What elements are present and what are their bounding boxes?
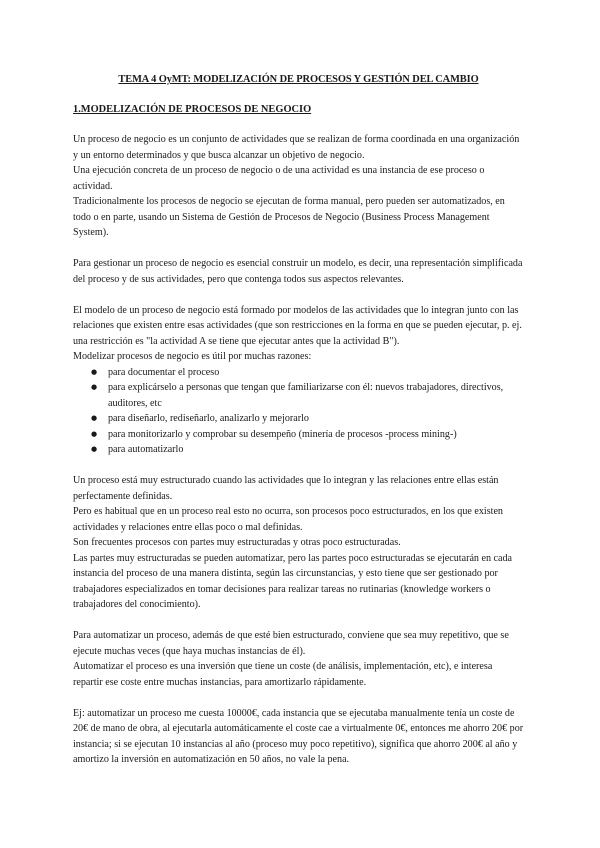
section-heading: 1.MODELIZACIÓN DE PROCESOS DE NEGOCIO: [73, 103, 312, 115]
list-item: ● para automatizarlo: [73, 442, 524, 458]
paragraph: Para automatizar un proceso, además de que esté bien estructurado, conviene que sea muy repetitivo, que se ejecute muchas veces (que haya muchas instancias de él).: [73, 630, 509, 657]
paragraph: Tradicionalmente los procesos de negocio se ejecutan de forma manual, pero pueden ser automatizados, en todo o en parte, usando un Sistema de Gestión de Procesos de Negocio (Business Process Management System).: [73, 196, 505, 238]
list-item: ● para diseñarlo, rediseñarlo, analizarlo y mejorarlo: [73, 411, 524, 427]
paragraph: Un proceso de negocio es un conjunto de actividades que se realizan de forma coordinada en una organización y un entorno determinados y que busca alcanzar un objetivo de negocio.: [73, 134, 520, 161]
paragraph: Para gestionar un proceso de negocio es esencial construir un modelo, es decir, una representación simplificada del proceso y de sus actividades, pero que contenga todos sus aspectos relevantes.: [73, 258, 523, 285]
reasons-list: [73, 365, 524, 458]
paragraph: Modelizar procesos de negocio es útil por muchas razones:: [73, 351, 312, 362]
paragraph: Son frecuentes procesos con partes muy estructuradas y otras poco estructuradas.: [73, 537, 401, 548]
paragraph: Pero es habitual que en un proceso real esto no ocurra, son procesos poco estructurados, en los que existen actividades y relaciones entre ellas poco o mal definidas.: [73, 506, 503, 533]
paragraph: Una ejecución concreta de un proceso de negocio o de una actividad es una instancia de ese proceso o actividad.: [73, 165, 485, 192]
list-item: ● para explicárselo a personas que tengan que familiarizarse con él: nuevos trabajadores, directivos, auditores, etc: [73, 380, 524, 411]
paragraph: El modelo de un proceso de negocio está formado por modelos de las actividades que lo integran junto con las relaciones que existen entre esas actividades (que son restricciones en la forma en que se pueden ejecutar, p. ej. una restricción es "la actividad A se tiene que ejecutar antes que la actividad B").: [73, 304, 522, 347]
paragraph: Un proceso está muy estructurado cuando las actividades que lo integran y las relaciones entre ellas están perfectamente definidas.: [73, 475, 499, 502]
paragraph: Ej: automatizar un proceso me cuesta 10000€, cada instancia que se ejecutaba manualmente tenía un coste de 20€ de mano de obra, al ejecutarla automáticamente el coste cae a virtualmente 0€, entonces me ahorro 20€ por instancia; si se ejecutan 10 instancias al año (proceso muy poco repetitivo), significa que ahorro 200€ al año y amortizo la inversión en automatización en 50 años, no vale la pena.: [73, 707, 524, 765]
document-title: TEMA 4 OyMT: MODELIZACIÓN DE PROCESOS Y GESTIÓN DEL CAMBIO: [118, 74, 479, 85]
list-item: ● para monitorizarlo y comprobar su desempeño (minería de procesos -process mining-): [73, 427, 524, 443]
paragraph: Automatizar el proceso es una inversión que tiene un coste (de análisis, implementación, etc), e interesa repartir ese coste entre muchas instancias, para amortizarlo rápidamente.: [73, 661, 493, 688]
list-item: ● para documentar el proceso: [73, 365, 524, 381]
paragraph: Las partes muy estructuradas se pueden automatizar, pero las partes poco estructuradas se ejecutarán en cada instancia del proceso de una manera distinta, según las circunstancias, y esto tiene que ser gestionado por trabajadores especializados en tomar decisiones para realizar tareas no rutinarias (knowledge workers o trabajadores del conocimiento).: [73, 552, 513, 610]
